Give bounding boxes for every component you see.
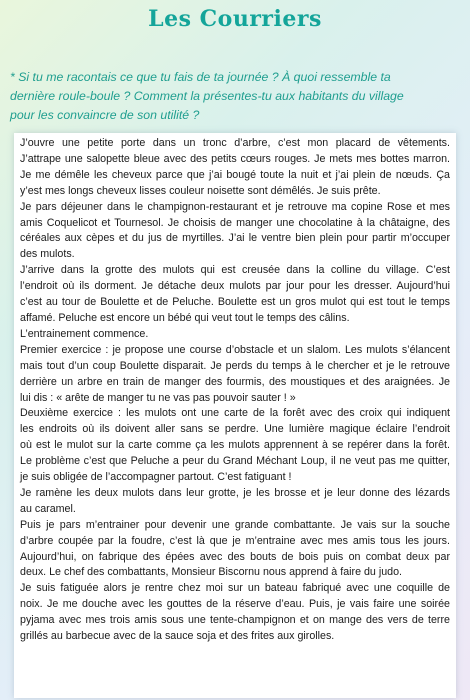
story-line: Le problème c’est que Peluche a peur du Grand Méchant Loup, il ne veut pas me quitter,	[20, 455, 450, 468]
prompt-question	[10, 68, 462, 125]
story-line: pyjama avec mes trois amis sous une tente-champignon et on mange des vers de terre	[20, 614, 450, 627]
story-line: où est le mulot sur la carte comme ça les mulots apprennent à se repérer dans la forêt.	[20, 439, 450, 452]
story-line: l’endroit où ils dorment. Je détache deux mulots par jour pour les dresser. Aujourd’hui	[20, 280, 450, 293]
story-line: Je pars déjeuner dans le champignon-restaurant et je retrouve ma copine Rose et mes	[20, 200, 450, 213]
story-line: derrière un arbre en train de manger des fourmis, des moustiques et des araignées. Je	[20, 375, 450, 388]
story-line: deux. Le chef des combattants, Monsieur Biscornu nous apprend à faire du judo.	[20, 566, 403, 579]
story-line: y’est mes longs cheveux lisses couleur noisette sont démêlés. Je suis prête.	[20, 184, 381, 197]
story-line: céréales aux cèpes et du jus de myrtilles. J’ai le ventre bien plein pour partir m’occuper	[20, 232, 450, 245]
story-line: J’arrive dans la grotte des mulots qui est creusée dans la colline du village. C’est	[20, 264, 450, 277]
story-text	[20, 136, 450, 645]
story-line: Je ramène les deux mulots dans leur grotte, je les brosse et je leur donne des lézards	[20, 486, 450, 499]
story-line: noix. Je me douche avec les gouttes de la réserve d’eau. Puis, je vais faire une soirée	[20, 598, 450, 611]
story-line: Je me démêle les cheveux parce que j’ai bougé toute la nuit et j’ai plein de nœuds. Ça	[20, 168, 450, 181]
story-line: amis Coquelicot et Tournesol. Je choisis de manger une chocolatine à la châtaigne, des	[20, 216, 450, 229]
story-line: grillés au barbecue avec de la sauce soja et des frites aux girolles.	[20, 630, 335, 643]
prompt-line: dernière roule-boule ? Comment la présentes-tu aux habitants du village	[10, 89, 404, 103]
story-line: des mulots.	[20, 248, 75, 261]
prompt-line: * Si tu me racontais ce que tu fais de ta journée ? À quoi ressemble ta	[10, 70, 391, 84]
story-line: Premier exercice : je propose une course d’obstacle et un slalom. Les mulots s’élancent	[20, 343, 450, 356]
story-line: J’ouvre une petite porte dans un tronc d’arbre, c’est mon placard de vêtements.	[20, 137, 450, 149]
story-line: L’entrainement commence.	[20, 327, 149, 340]
story-line: au caramel.	[20, 502, 76, 515]
story-line: d’arbre coupée par la foudre, c’est là que je m’entraine avec mes amis tous les jours.	[20, 534, 450, 547]
story-line: J’attrape une salopette bleue avec des petits cœurs rouges. Je mets mes bottes marron.	[20, 152, 450, 165]
story-line: c’est au tour de Boulette et de Peluche. Boulette est un gros mulot qui est tout le temps	[20, 296, 450, 309]
story-line: lui dis : « arête de manger tu ne vas pas pouvoir sauter ! »	[20, 391, 296, 404]
story-line: les endroits où ils doivent aller sans se perdre. Une lumière magique éclaire l’endroit	[20, 423, 450, 436]
prompt-line: pour les convaincre de son utilité ?	[10, 108, 200, 122]
story-line: Puis je pars m’entrainer pour devenir une grande combattante. Je vais sur la souche	[20, 518, 450, 531]
story-line: Je suis fatiguée alors je rentre chez moi sur un bateau fabriqué avec une coquille de	[20, 582, 450, 595]
story-line: Aujourd’hui, on fabrique des épées avec des bouts de bois puis on combat deux par	[20, 550, 450, 563]
story-line: affamé. Peluche est encore un bébé qui veut tout le temps des câlins.	[20, 311, 350, 324]
page-title: Les Courriers	[148, 6, 322, 32]
story-line: je suis obligée de l’accompagner partout. C’est fatiguant !	[20, 471, 292, 484]
story-line: Deuxième exercice : les mulots ont une carte de la forêt avec des croix qui indiquent	[20, 407, 450, 420]
story-line: mais tout d’un coup Boulette disparait. Je perds du temps à le chercher et je le retrouve	[20, 359, 450, 372]
